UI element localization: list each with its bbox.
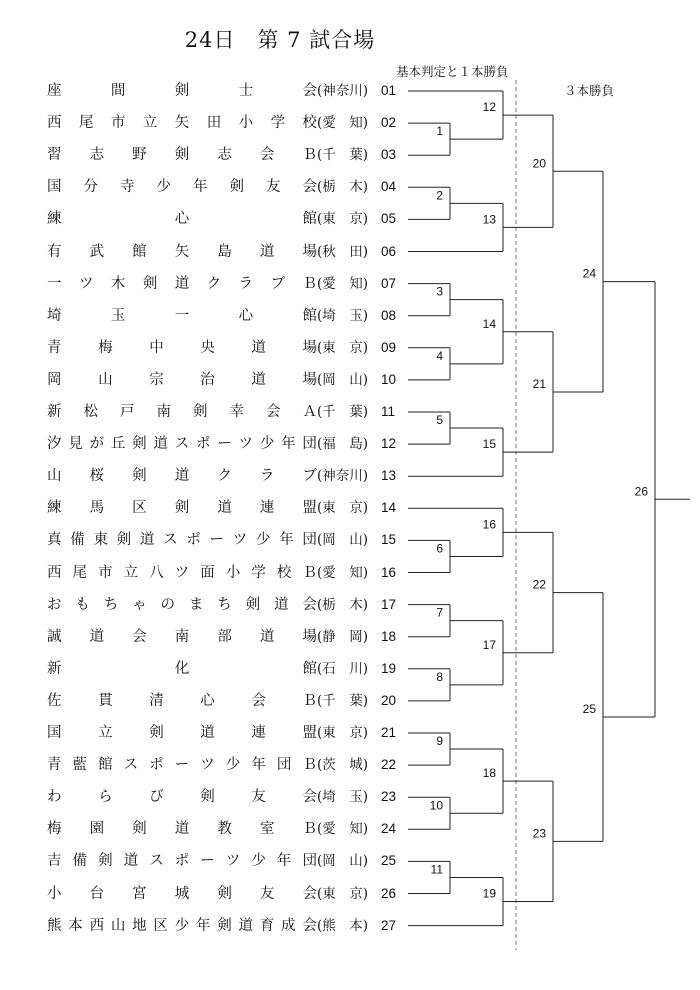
team-prefecture: (岡 山) — [317, 853, 369, 870]
team-name: 誠 道 会 南 部 道 場 — [47, 628, 317, 645]
team-prefecture: (埼 玉) — [317, 307, 369, 324]
team-prefecture: (秋 田) — [317, 243, 369, 260]
team-name: 岡 山 宗 治 道 場 — [47, 371, 317, 388]
team-prefecture: (東 京) — [317, 339, 369, 356]
team-number: 22 — [381, 757, 397, 773]
match-number-label: 20 — [532, 156, 546, 171]
team-prefecture: (神奈川) — [317, 83, 369, 99]
team-name: 国 分 寺 少 年 剣 友 会 — [47, 179, 317, 196]
team-prefecture: (栃 木) — [317, 596, 369, 613]
match-number-label: 14 — [482, 316, 496, 331]
team-number: 10 — [381, 371, 397, 387]
team-number: 27 — [381, 917, 397, 933]
team-prefecture: (埼 玉) — [317, 789, 369, 806]
team-name: 新 松 戸 南 剣 幸 会 Ａ — [47, 404, 317, 420]
team-name: 真 備 東 剣 道 ス ポ ー ツ 少 年 団 — [47, 532, 317, 549]
team-name: 座 間 剣 士 会 — [47, 83, 317, 99]
team-name: 埼 玉 一 心 館 — [47, 307, 317, 324]
team-number: 02 — [381, 115, 397, 131]
team-name: 梅 園 剣 道 教 室 Ｂ — [47, 821, 317, 838]
team-number: 19 — [381, 660, 397, 676]
match-number-label: 1 — [436, 124, 443, 139]
team-prefecture: (愛 知) — [317, 275, 369, 292]
team-number: 18 — [381, 628, 397, 644]
match-number-label: 2 — [436, 188, 443, 203]
team-number: 16 — [381, 564, 397, 580]
match-number-label: 22 — [532, 577, 546, 592]
match-number-label: 10 — [429, 798, 443, 813]
team-prefecture: (愛 知) — [317, 564, 369, 581]
team-name: 練 馬 区 剣 道 連 盟 — [47, 500, 317, 517]
team-name: 山 桜 剣 道 ク ラ ブ — [47, 468, 317, 485]
team-number: 11 — [381, 404, 396, 419]
page-title: 24日 第 7 試合場 — [184, 28, 376, 52]
team-name: 習 志 野 剣 志 会 Ｂ — [47, 147, 317, 164]
team-prefecture: (愛 知) — [317, 821, 369, 838]
team-name: 青 藍 館 ス ポ ー ツ 少 年 団 Ｂ — [47, 757, 317, 774]
team-number: 21 — [381, 725, 397, 740]
team-name: 西 尾 市 立 八 ツ 面 小 学 校 Ｂ — [47, 564, 317, 581]
match-number-label: 23 — [532, 826, 546, 841]
team-name: 汐 見 が 丘 剣 道 ス ポ ー ツ 少 年 団 — [47, 436, 317, 453]
team-number: 14 — [381, 500, 397, 516]
team-prefecture: (千 葉) — [317, 692, 369, 709]
team-prefecture: (静 岡) — [317, 628, 369, 645]
team-number: 12 — [381, 436, 397, 452]
team-number: 15 — [381, 532, 397, 548]
match-number-label: 6 — [436, 541, 443, 556]
match-number-label: 26 — [634, 484, 648, 499]
team-number: 09 — [381, 339, 397, 355]
match-number-label: 25 — [582, 701, 596, 716]
team-number: 01 — [381, 83, 397, 98]
match-number-label: 13 — [482, 212, 496, 227]
team-number: 24 — [381, 821, 397, 837]
rule-note-left: 基本判定と１本勝負 — [396, 64, 509, 79]
match-number-label: 18 — [482, 766, 496, 781]
rule-note-right: ３本勝負 — [564, 83, 615, 98]
team-number: 17 — [381, 596, 397, 612]
team-number: 26 — [381, 885, 397, 901]
team-name: 青 梅 中 央 道 場 — [47, 339, 317, 356]
team-prefecture: (岡 山) — [317, 371, 369, 388]
team-name: 新 化 館 — [47, 660, 317, 677]
match-number-label: 3 — [436, 284, 443, 299]
team-number: 20 — [381, 692, 397, 708]
team-prefecture: (東 京) — [317, 500, 369, 517]
team-number: 07 — [381, 275, 397, 291]
team-prefecture: (岡 山) — [317, 532, 369, 549]
team-name: 吉 備 剣 道 ス ポ ー ツ 少 年 団 — [47, 853, 317, 870]
team-name: 小 台 宮 城 剣 友 会 — [47, 885, 317, 902]
team-prefecture: (千 葉) — [317, 147, 369, 164]
team-number: 06 — [381, 243, 397, 259]
team-number: 13 — [381, 468, 397, 484]
team-name: 一 ツ 木 剣 道 ク ラ ブ Ｂ — [47, 275, 317, 292]
team-prefecture: (熊 本) — [317, 917, 369, 934]
team-number: 23 — [381, 789, 397, 805]
team-prefecture: (愛 知) — [317, 115, 369, 132]
match-number-label: 7 — [436, 605, 443, 620]
team-prefecture: (東 京) — [317, 885, 369, 902]
match-number-label: 24 — [582, 266, 596, 281]
team-number: 03 — [381, 147, 397, 163]
team-name: 佐 貫 清 心 会 Ｂ — [47, 692, 317, 709]
team-number: 08 — [381, 307, 397, 323]
team-name: 有 武 館 矢 島 道 場 — [47, 243, 317, 260]
match-number-label: 16 — [482, 517, 496, 532]
match-number-label: 15 — [482, 437, 496, 452]
match-number-label: 11 — [430, 862, 443, 877]
match-number-label: 17 — [482, 637, 496, 652]
team-prefecture: (神奈川) — [317, 468, 369, 485]
team-name: お も ち ゃ の ま ち 剣 道 会 — [47, 596, 317, 613]
team-prefecture: (東 京) — [317, 211, 369, 228]
team-prefecture: (石 川) — [317, 660, 369, 677]
team-number: 25 — [381, 853, 397, 869]
team-prefecture: (栃 木) — [317, 179, 369, 196]
team-name: 熊 本 西 山 地 区 少 年 剣 道 育 成 会 — [47, 917, 317, 934]
match-number-label: 5 — [436, 413, 443, 428]
match-number-label: 8 — [436, 669, 443, 684]
match-number-label: 4 — [436, 348, 443, 363]
match-number-label: 19 — [482, 886, 496, 901]
team-prefecture: (茨 城) — [317, 757, 369, 774]
team-name: 練 心 館 — [47, 211, 317, 228]
team-prefecture: (東 京) — [317, 725, 369, 741]
team-name: 西 尾 市 立 矢 田 小 学 校 — [47, 115, 317, 132]
team-prefecture: (千 葉) — [317, 404, 369, 420]
team-name: わ ら び 剣 友 会 — [47, 789, 317, 806]
match-number-label: 21 — [532, 376, 546, 391]
team-number: 05 — [381, 211, 397, 227]
team-prefecture: (福 島) — [317, 436, 369, 453]
match-number-label: 9 — [436, 734, 443, 749]
team-name: 国 立 剣 道 連 盟 — [47, 725, 317, 741]
team-number: 04 — [381, 179, 397, 195]
match-number-label: 12 — [482, 100, 496, 115]
